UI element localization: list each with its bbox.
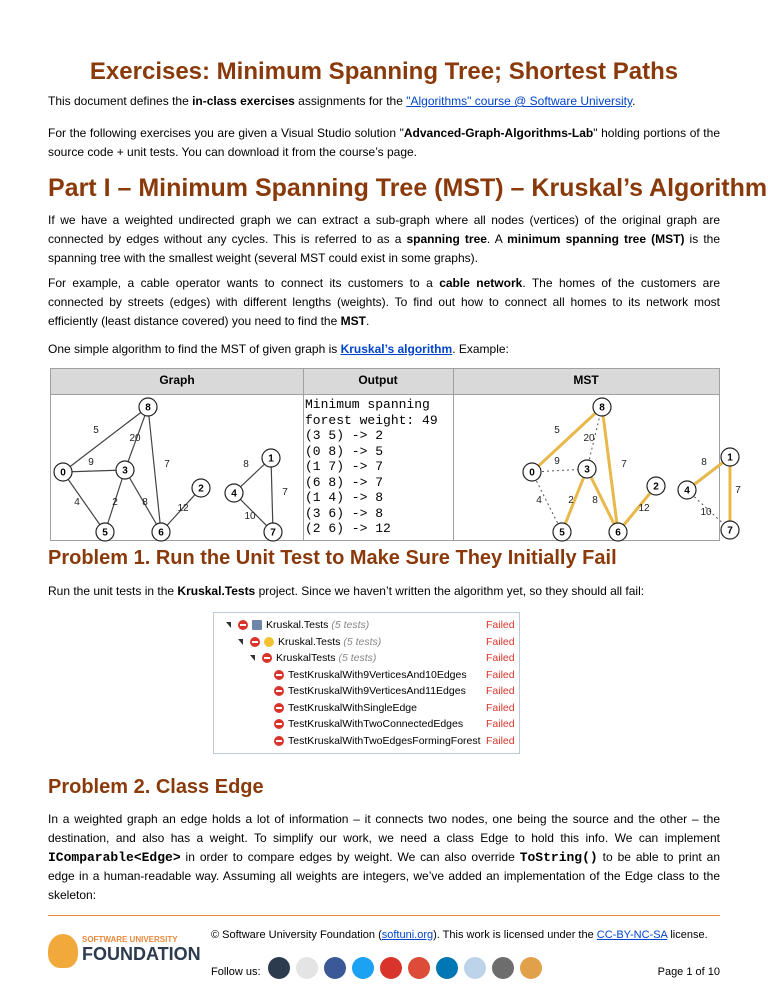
edge-weight-label: 7 <box>735 485 741 496</box>
node-label: 1 <box>268 453 274 465</box>
test-row[interactable] <box>214 667 519 683</box>
test-name: TestKruskalWithTwoConnectedEdges <box>288 718 464 730</box>
warning-icon <box>264 637 274 647</box>
edge-1-7 <box>271 458 273 532</box>
edge-weight-label: 8 <box>142 497 148 508</box>
part1-paragraph-3: One simple algorithm to find the MST of given graph is Kruskal’s algorithm. Example: <box>48 342 509 356</box>
twitter-icon[interactable] <box>352 957 374 979</box>
edge-weight-label: 7 <box>282 487 288 498</box>
test-row[interactable] <box>214 683 519 699</box>
failed-icon <box>274 719 284 729</box>
test-name: TestKruskalWithTwoEdgesFormingForest <box>288 734 481 747</box>
test-row[interactable] <box>214 617 519 633</box>
google-plus-icon[interactable] <box>408 957 430 979</box>
test-name: KruskalTests (5 tests) <box>276 652 377 664</box>
slideshare-icon[interactable] <box>464 957 486 979</box>
failed-icon <box>274 670 284 680</box>
edge-weight-label: 5 <box>554 425 560 436</box>
footer-divider <box>48 915 720 916</box>
test-row[interactable] <box>214 700 519 716</box>
node-label: 0 <box>60 467 66 479</box>
edge-weight-label: 2 <box>112 497 118 508</box>
course-link[interactable]: "Algorithms" course @ Software University <box>406 94 633 108</box>
expand-triangle-icon[interactable] <box>238 639 243 645</box>
edge-weight-label: 9 <box>88 457 94 468</box>
edge-weight-label: 20 <box>583 433 595 444</box>
test-row[interactable] <box>214 733 519 749</box>
header-graph: Graph <box>159 373 195 387</box>
test-count: (5 tests) <box>335 652 377 664</box>
test-name: Kruskal.Tests (5 tests) <box>278 635 382 648</box>
edge-weight-label: 5 <box>93 425 99 436</box>
youtube-icon[interactable] <box>380 957 402 979</box>
node-label: 3 <box>584 464 590 476</box>
linkedin-icon[interactable] <box>436 957 458 979</box>
test-status: Failed <box>486 635 515 648</box>
edge-weight-label: 7 <box>164 459 170 470</box>
footer-copyright: © Software University Foundation (softuni.org). This work is licensed under the CC-BY-NC-SA license. <box>211 929 708 941</box>
email-icon[interactable] <box>520 957 542 979</box>
node-label: 8 <box>145 402 151 414</box>
test-status: Failed <box>486 718 515 730</box>
lightbulb-icon <box>48 934 78 968</box>
forum-icon[interactable] <box>296 957 318 979</box>
failed-icon <box>250 637 260 647</box>
mst-diagram <box>454 395 741 540</box>
license-link[interactable]: CC-BY-NC-SA <box>596 929 668 941</box>
project-icon <box>252 620 262 630</box>
test-status: Failed <box>486 652 515 664</box>
node-label: 7 <box>270 527 276 539</box>
output-text: Minimum spanning forest weight: 49 (3 5) -> 2 (0 8) -> 5 (1 7) -> 7 (6 8) -> 7 (1 4) -> 8 (3 6) -> 8 (2 6) -> 12 <box>305 397 438 536</box>
failed-icon <box>274 686 284 696</box>
test-name: Kruskal.Tests (5 tests) <box>266 619 370 631</box>
problem2-text: In a weighted graph an edge holds a lot of information – it connects two nodes, one being the source and the other – the destination, and also has a weight. To simplify our work, we need a class Edge to hold this info. We can implement IComparable<Edge> in order to compare edges by weight. We can also override ToString() to be able to print an edge in a human-readable way. Assuming all weights are integers, we’ve added an implementation of the Edge class to the skeleton: <box>48 812 721 902</box>
node-label: 4 <box>684 485 690 497</box>
edge-weight-label: 7 <box>621 459 627 470</box>
edge-weight-label: 8 <box>243 459 249 470</box>
expand-triangle-icon[interactable] <box>226 622 231 628</box>
node-label: 1 <box>727 452 733 464</box>
test-status: Failed <box>486 685 515 697</box>
edge-3-5 <box>562 469 587 532</box>
graph-diagram <box>51 395 303 540</box>
node-label: 8 <box>599 402 605 414</box>
part1-paragraph-2: For example, a cable operator wants to connect its customers to a cable network. The homes of the customers are connected by streets (edges) with different lengths (weights). To find out how to connect all homes to its network most efficiently (least distance covered) you need to find the MST. <box>48 276 721 328</box>
test-name: TestKruskalWithSingleEdge <box>288 701 417 714</box>
test-status: Failed <box>486 701 515 714</box>
node-label: 4 <box>231 488 237 500</box>
test-row[interactable] <box>214 716 519 732</box>
part1-paragraph-1: If we have a weighted undirected graph we can extract a sub-graph where all nodes (vertices) of the original graph are connected by edges without any cycles. This is referred to as a spanning tree. A minimum spanning tree (MST) is the spanning tree with the smallest weight (several MST could exist in some graphs). <box>48 213 720 265</box>
failed-icon <box>262 653 272 663</box>
test-row[interactable] <box>214 650 519 666</box>
table-divider <box>303 369 304 540</box>
intro-paragraph-2: For the following exercises you are given a Visual Studio solution "Advanced-Graph-Algorithms-Lab" holding portions of the source code + unit tests. You can download it from the course’s page. <box>48 126 720 159</box>
test-name: TestKruskalWith9VerticesAnd11Edges <box>288 685 466 697</box>
failed-icon <box>274 703 284 713</box>
edge-weight-label: 8 <box>592 495 598 506</box>
edge-weight-label: 2 <box>568 495 574 506</box>
test-status: Failed <box>486 734 515 747</box>
node-label: 6 <box>158 527 164 539</box>
node-label: 5 <box>559 527 565 539</box>
test-count: (5 tests) <box>340 635 382 648</box>
edge-weight-label: 12 <box>638 503 650 514</box>
softuni-icon[interactable] <box>268 957 290 979</box>
header-output: Output <box>358 373 398 387</box>
intro-paragraph-1: This document defines the in-class exercises assignments for the "Algorithms" course @ Software University. <box>48 94 636 108</box>
problem1-text: Run the unit tests in the Kruskal.Tests project. Since we haven’t written the algorithm yet, so they should all fail: <box>48 584 645 598</box>
node-label: 3 <box>122 465 128 477</box>
facebook-icon[interactable] <box>324 957 346 979</box>
test-status: Failed <box>486 619 515 631</box>
edge-weight-label: 10 <box>700 507 712 518</box>
node-label: 2 <box>653 481 659 493</box>
edge-weight-label: 20 <box>129 433 141 444</box>
example-table <box>50 368 741 541</box>
softuni-link[interactable]: softuni.org <box>381 929 434 941</box>
failed-icon <box>274 736 284 746</box>
test-count: (5 tests) <box>328 619 370 631</box>
edge-weight-label: 4 <box>74 497 80 508</box>
edge-0-5 <box>63 472 105 532</box>
problem1-heading: Problem 1. Run the Unit Test to Make Sure They Initially Fail <box>48 547 617 569</box>
edge-weight-label: 12 <box>177 503 189 514</box>
page-number: Page 1 of 10 <box>657 966 720 978</box>
test-explorer-panel <box>213 612 520 754</box>
node-label: 6 <box>615 527 621 539</box>
edge-weight-label: 8 <box>701 457 707 468</box>
test-row[interactable] <box>214 634 519 650</box>
header-mst: MST <box>573 373 599 387</box>
test-status: Failed <box>486 668 515 681</box>
node-label: 0 <box>529 467 535 479</box>
kruskal-link[interactable]: Kruskal’s algorithm <box>340 342 453 356</box>
edge-weight-label: 10 <box>244 511 256 522</box>
edge-weight-label: 4 <box>536 495 542 506</box>
part1-heading: Part I – Minimum Spanning Tree (MST) – Kruskal’s Algorithm <box>48 174 768 202</box>
edge-weight-label: 9 <box>554 456 560 467</box>
failed-icon <box>238 620 248 630</box>
page-title: Exercises: Minimum Spanning Tree; Shortest Paths <box>89 58 679 85</box>
node-label: 7 <box>727 525 733 537</box>
expand-triangle-icon[interactable] <box>250 655 255 661</box>
softuni-foundation-logo: SOFTWARE UNIVERSITY FOUNDATION <box>48 930 198 976</box>
node-label: 2 <box>198 483 204 495</box>
node-label: 5 <box>102 527 108 539</box>
github-icon[interactable] <box>492 957 514 979</box>
problem2-heading: Problem 2. Class Edge <box>48 776 264 798</box>
test-name: TestKruskalWith9VerticesAnd10Edges <box>288 668 467 681</box>
follow-us-label: Follow us: <box>211 966 261 978</box>
table-header <box>51 369 719 395</box>
